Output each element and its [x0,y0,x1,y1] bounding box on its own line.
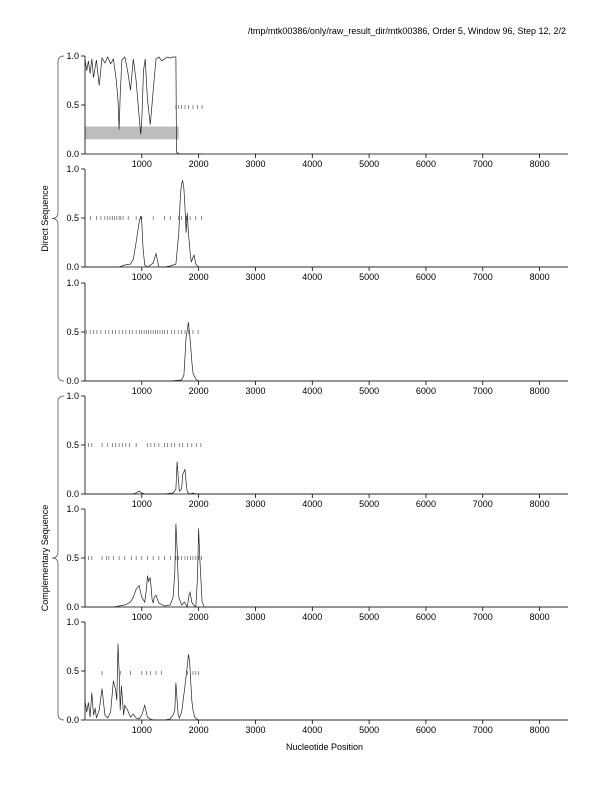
y-tick-label: 0.0 [66,262,79,272]
x-tick-label: 3000 [245,725,266,735]
x-tick-label: 2000 [188,386,209,396]
x-tick-label: 5000 [359,612,380,622]
x-tick-label: 2000 [188,272,209,282]
x-tick-label: 6000 [415,272,436,282]
x-tick-label: 1000 [131,386,152,396]
x-tick-label: 1000 [131,159,152,169]
x-tick-label: 4000 [302,612,323,622]
x-tick-label: 4000 [302,499,323,509]
x-tick-label: 1000 [131,725,152,735]
y-tick-label: 1.0 [66,504,79,514]
x-tick-label: 6000 [415,159,436,169]
x-tick-label: 8000 [529,499,550,509]
x-tick-label: 7000 [472,725,493,735]
x-tick-label: 8000 [529,272,550,282]
y-tick-label: 0.5 [66,553,79,563]
x-tick-label: 3000 [245,386,266,396]
shaded-band [85,127,179,140]
x-tick-label: 6000 [415,725,436,735]
x-tick-label: 8000 [529,725,550,735]
x-tick-label: 3000 [245,159,266,169]
y-tick-label: 1.0 [66,617,79,627]
series-line [85,524,568,607]
x-tick-label: 8000 [529,159,550,169]
x-tick-label: 3000 [245,499,266,509]
x-tick-label: 2000 [188,499,209,509]
x-tick-label: 3000 [245,612,266,622]
x-tick-label: 1000 [131,499,152,509]
group-label: Complementary Sequence [40,504,50,612]
x-tick-label: 7000 [472,386,493,396]
x-tick-label: 8000 [529,386,550,396]
x-tick-label: 4000 [302,386,323,396]
x-tick-label: 2000 [188,725,209,735]
x-tick-label: 3000 [245,272,266,282]
y-tick-label: 0.5 [66,327,79,337]
x-tick-label: 7000 [472,159,493,169]
x-tick-label: 8000 [529,612,550,622]
x-tick-label: 7000 [472,499,493,509]
y-tick-label: 1.0 [66,278,79,288]
y-tick-label: 1.0 [66,51,79,61]
x-tick-label: 6000 [415,612,436,622]
group-bracket [52,56,64,381]
y-tick-label: 0.5 [66,440,79,450]
x-tick-label: 2000 [188,159,209,169]
x-tick-label: 4000 [302,725,323,735]
x-tick-label: 5000 [359,725,380,735]
x-tick-label: 5000 [359,272,380,282]
y-tick-label: 0.0 [66,376,79,386]
y-tick-label: 0.0 [66,602,79,612]
x-tick-label: 5000 [359,499,380,509]
y-tick-label: 0.5 [66,666,79,676]
y-tick-label: 0.5 [66,213,79,223]
y-tick-label: 1.0 [66,164,79,174]
y-tick-label: 0.0 [66,149,79,159]
y-tick-label: 0.0 [66,489,79,499]
x-tick-label: 6000 [415,499,436,509]
series-line [85,181,568,267]
x-tick-label: 4000 [302,159,323,169]
x-tick-label: 4000 [302,272,323,282]
x-tick-label: 7000 [472,272,493,282]
x-tick-label: 6000 [415,386,436,396]
y-tick-label: 1.0 [66,391,79,401]
y-tick-label: 0.5 [66,100,79,110]
series-line [85,644,568,720]
group-label: Direct Sequence [40,185,50,252]
page-title: /tmp/mtk00386/only/raw_result_dir/mtk00386, Order 5, Window 96, Step 12, 2/2 [247,26,566,36]
series-line [85,462,568,494]
x-tick-label: 5000 [359,386,380,396]
y-tick-label: 0.0 [66,715,79,725]
group-bracket [52,396,64,720]
x-tick-label: 5000 [359,159,380,169]
x-tick-label: 2000 [188,612,209,622]
x-tick-label: 1000 [131,272,152,282]
x-axis-title: Nucleotide Position [285,742,364,752]
series-line [85,57,204,154]
x-tick-label: 7000 [472,612,493,622]
x-tick-label: 1000 [131,612,152,622]
